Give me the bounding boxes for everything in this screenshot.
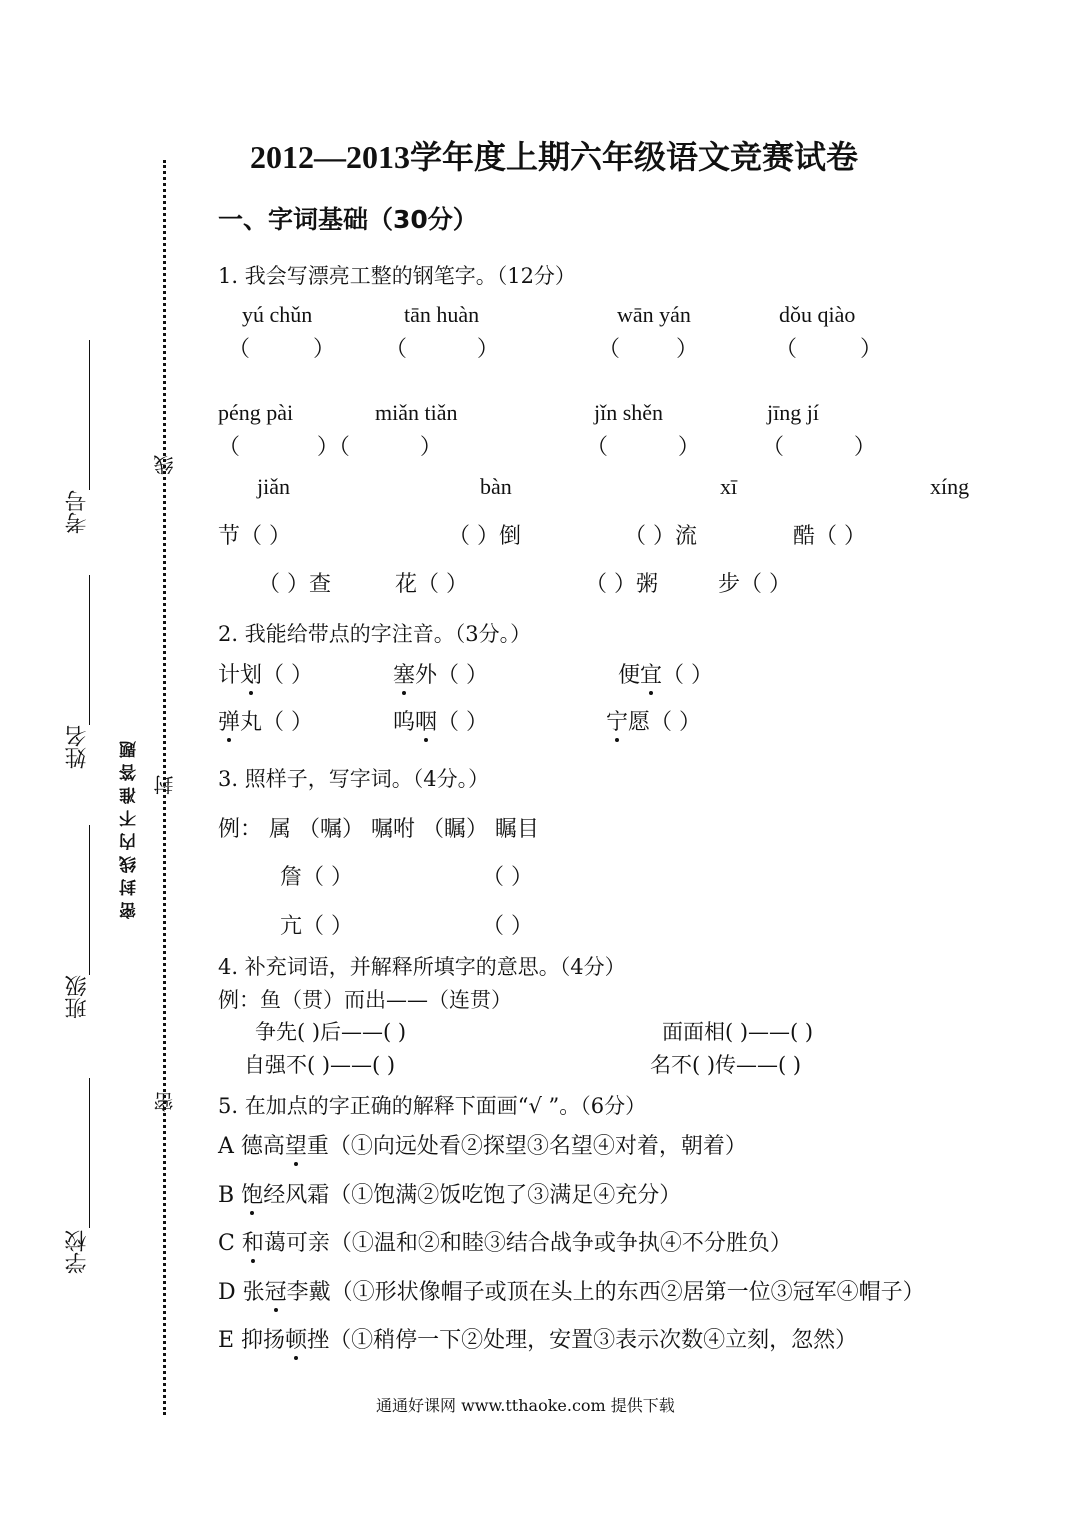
q4-item-3[interactable]: 自强不( )——( ) (244, 1053, 396, 1077)
q1-pinyin-7: jǐn shěn (594, 400, 664, 425)
q1-word-1[interactable]: 节（ ） (218, 524, 291, 549)
q2-label: 2. 我能给带点的字注音。（3分。） (218, 622, 532, 646)
seal-char-feng: 封 (153, 775, 177, 795)
seal-warning: 密封线内不准答题 (120, 735, 140, 919)
q1-pinyin-3: wān yán (617, 302, 691, 327)
q3-row1-a[interactable]: 詹（ ） (280, 865, 353, 890)
q1-blank-4[interactable]: （ ） (775, 337, 882, 362)
q3-row2-a[interactable]: 亢（ ） (280, 914, 353, 939)
q1-pinyin-5: péng pài (218, 400, 294, 425)
class-label: 班级 (65, 975, 90, 1019)
q5-item-b[interactable]: B 饱经风霜（①饱满②饭吃饱了③满足④充分） (218, 1178, 681, 1209)
q3-row1-b[interactable]: （ ） (482, 865, 533, 890)
q1-word-4[interactable]: 酷（ ） (793, 524, 866, 549)
q1-blank-7[interactable]: （ ） (586, 435, 700, 460)
name-label: 姓名 (65, 725, 90, 769)
q1-word-2[interactable]: （ ）倒 (448, 524, 521, 549)
class-field[interactable] (89, 825, 90, 975)
q1-blank-1[interactable]: （ ） (228, 337, 335, 362)
q1-pinyin-6: miǎn tiǎn (375, 400, 458, 425)
q1-word-7[interactable]: （ ）粥 (585, 572, 658, 597)
exam-no-label: 考号 (65, 490, 90, 534)
page-footer: 通通好课网 www.tthaoke.com 提供下载 (376, 1396, 675, 1415)
q5-item-e[interactable]: E 抑扬顿挫（①稍停一下②处理，安置③表示次数④立刻，忽然） (218, 1323, 857, 1354)
seal-char-mi: 密 (153, 1092, 177, 1112)
q3-example: 例： 属 （嘱） 嘱咐 （瞩） 瞩目 (218, 817, 539, 842)
q3-row2-b[interactable]: （ ） (482, 914, 533, 939)
q1-pinyin-ban: bàn (480, 474, 512, 499)
q4-example: 例：鱼（贯）而出——（连贯） (218, 988, 512, 1012)
q1-blank-5[interactable]: （ ）（ ） (218, 435, 442, 460)
exam-no-field[interactable] (89, 340, 90, 490)
q1-pinyin-xing: xíng (930, 474, 970, 499)
q1-blank-3[interactable]: （ ） (598, 337, 698, 362)
q2-item-6[interactable]: 宁愿（ ） (606, 705, 701, 736)
q1-pinyin-2: tān huàn (404, 302, 480, 327)
q2-item-1[interactable]: 计划（ ） (218, 658, 313, 689)
school-field[interactable] (89, 1078, 90, 1228)
q5-item-a[interactable]: A 德高望重（①向远处看②探望③名望④对着，朝着） (218, 1129, 747, 1160)
q4-item-4[interactable]: 名不( )传——( ) (650, 1053, 802, 1077)
q1-blank-8[interactable]: （ ） (762, 435, 876, 460)
q4-item-2[interactable]: 面面相( )——( ) (662, 1020, 814, 1044)
q5-item-c[interactable]: C 和蔼可亲（①温和②和睦③结合战争或争执④不分胜负） (218, 1226, 792, 1257)
q1-word-5[interactable]: （ ）查 (258, 572, 331, 597)
q5-item-d[interactable]: D 张冠李戴（①形状像帽子或顶在头上的东西②居第一位③冠军④帽子） (218, 1275, 925, 1306)
q5-label: 5. 在加点的字正确的解释下面画“√ ”。（6分） (218, 1094, 647, 1118)
seal-char-xian: 线 (153, 455, 177, 475)
q1-word-8[interactable]: 步（ ） (718, 572, 791, 597)
q1-word-6[interactable]: 花（ ） (395, 572, 468, 597)
q1-pinyin-1: yú chǔn (242, 302, 313, 327)
section-1-heading: 一、字词基础（30分） (218, 205, 478, 234)
q1-pinyin-jian: jiǎn (257, 474, 290, 499)
q1-pinyin-4: dǒu qiào (779, 302, 856, 327)
q2-item-5[interactable]: 呜咽（ ） (393, 705, 488, 736)
q1-pinyin-xi: xī (720, 474, 738, 499)
school-label: 学校 (65, 1230, 90, 1274)
q2-item-3[interactable]: 便宜（ ） (618, 658, 713, 689)
q1-word-3[interactable]: （ ）流 (624, 524, 697, 549)
q3-label: 3. 照样子，写字词。（4分。） (218, 767, 490, 791)
q2-item-4[interactable]: 弹丸（ ） (218, 705, 313, 736)
q4-item-1[interactable]: 争先( )后——( ) (255, 1020, 407, 1044)
q1-label: 1. 我会写漂亮工整的钢笔字。（12分） (218, 264, 576, 288)
q4-label: 4. 补充词语，并解释所填字的意思。（4分） (218, 955, 626, 979)
q1-pinyin-8: jīng jí (767, 400, 819, 425)
page-title: 2012—2013学年度上期六年级语文竞赛试卷 (250, 139, 859, 175)
name-field[interactable] (89, 575, 90, 725)
q2-item-2[interactable]: 塞外（ ） (393, 658, 488, 689)
q1-blank-2[interactable]: （ ） (385, 337, 499, 362)
